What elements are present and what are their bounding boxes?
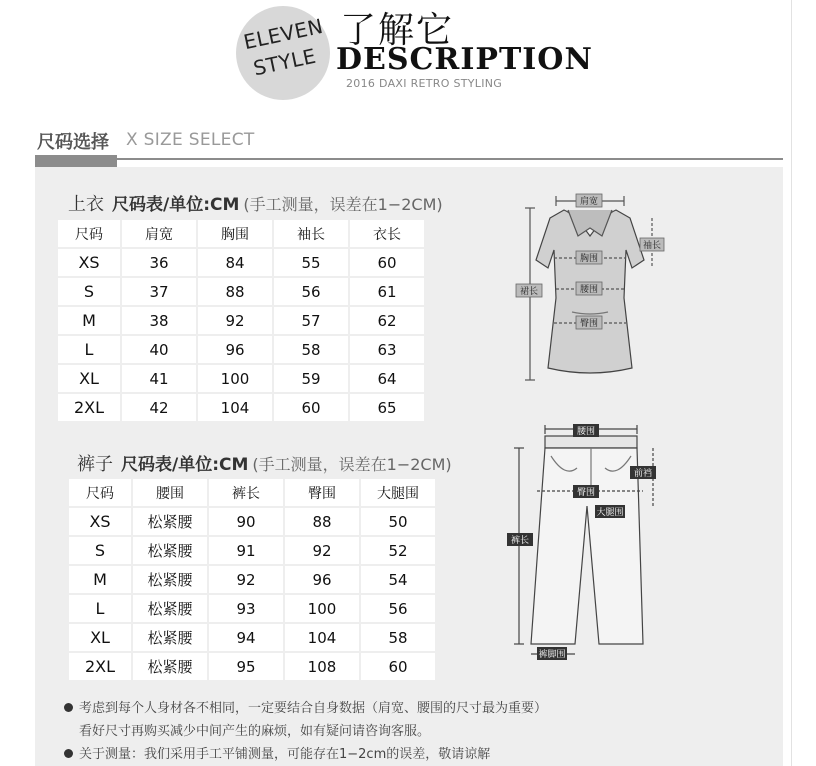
table-cell: 64 bbox=[350, 365, 424, 392]
table-cell: 54 bbox=[361, 566, 435, 593]
table-header-cell: 臀围 bbox=[285, 479, 359, 506]
title-english: DESCRIPTION bbox=[336, 42, 593, 77]
table-row bbox=[58, 307, 424, 334]
table-cell: 63 bbox=[350, 336, 424, 363]
size-cell: M bbox=[69, 566, 131, 593]
table-row bbox=[69, 566, 435, 593]
table-cell: 95 bbox=[209, 653, 283, 680]
table-cell: 59 bbox=[274, 365, 348, 392]
table-cell: 57 bbox=[274, 307, 348, 334]
table-cell: 38 bbox=[122, 307, 196, 334]
table-cell: 91 bbox=[209, 537, 283, 564]
size-cell: 2XL bbox=[69, 653, 131, 680]
table-cell: 42 bbox=[122, 394, 196, 421]
table-cell: 104 bbox=[198, 394, 272, 421]
dress-label-length: 裙长 bbox=[519, 287, 539, 297]
pants-label-hem: 裤脚围 bbox=[538, 650, 566, 660]
table-header-cell: 袖长 bbox=[274, 220, 348, 247]
table-header-cell: 腰围 bbox=[133, 479, 207, 506]
table-cell: 58 bbox=[274, 336, 348, 363]
table-cell: 92 bbox=[285, 537, 359, 564]
table-cell: 55 bbox=[274, 249, 348, 276]
table-cell: 108 bbox=[285, 653, 359, 680]
table-cell: 65 bbox=[350, 394, 424, 421]
table-header-cell: 衣长 bbox=[350, 220, 424, 247]
table-cell: 92 bbox=[198, 307, 272, 334]
table-header-cell: 大腿围 bbox=[361, 479, 435, 506]
table-cell: 52 bbox=[361, 537, 435, 564]
table-header-row bbox=[69, 479, 435, 506]
table-cell: 松紧腰 bbox=[133, 595, 207, 622]
note-line-3: 关于测量：我们采用手工平铺测量，可能存在1−2cm的误差，敬请谅解 bbox=[79, 747, 491, 762]
dress-label-shoulder: 肩宽 bbox=[579, 197, 599, 207]
top-table-category: 上衣 bbox=[68, 194, 104, 215]
table-cell: 36 bbox=[122, 249, 196, 276]
table-cell: 93 bbox=[209, 595, 283, 622]
table-cell: 88 bbox=[198, 278, 272, 305]
note-line-1: 考虑到每个人身材各不相同，一定要结合自身数据（肩宽、腰围的尺寸最为重要） bbox=[79, 701, 548, 716]
table-cell: 松紧腰 bbox=[133, 624, 207, 651]
dress-measurement-diagram bbox=[512, 188, 672, 383]
table-cell: 104 bbox=[285, 624, 359, 651]
bottom-size-table bbox=[67, 477, 437, 682]
top-table-note: (手工测量，误差在1−2CM) bbox=[243, 195, 443, 214]
size-cell: L bbox=[58, 336, 120, 363]
table-cell: 60 bbox=[361, 653, 435, 680]
table-header-row bbox=[58, 220, 424, 247]
dress-label-waist: 腰围 bbox=[579, 285, 599, 295]
pants-label-waist: 腰围 bbox=[576, 427, 596, 437]
table-header-cell: 肩宽 bbox=[122, 220, 196, 247]
table-cell: 37 bbox=[122, 278, 196, 305]
table-row bbox=[58, 278, 424, 305]
table-cell: 41 bbox=[122, 365, 196, 392]
table-cell: 松紧腰 bbox=[133, 508, 207, 535]
table-cell: 56 bbox=[361, 595, 435, 622]
page-edge-divider bbox=[791, 0, 792, 766]
size-cell: XL bbox=[58, 365, 120, 392]
dress-label-sleeve: 袖长 bbox=[642, 241, 662, 251]
table-cell: 92 bbox=[209, 566, 283, 593]
top-table-unit: 尺码表/单位:CM bbox=[112, 195, 240, 215]
table-cell: 50 bbox=[361, 508, 435, 535]
table-header-cell: 胸围 bbox=[198, 220, 272, 247]
pants-measurement-diagram bbox=[503, 422, 663, 662]
table-cell: 松紧腰 bbox=[133, 653, 207, 680]
table-cell: 松紧腰 bbox=[133, 566, 207, 593]
table-cell: 84 bbox=[198, 249, 272, 276]
table-cell: 96 bbox=[198, 336, 272, 363]
table-cell: 60 bbox=[350, 249, 424, 276]
dress-label-chest: 胸围 bbox=[579, 254, 599, 264]
bullet-icon bbox=[64, 749, 73, 758]
pants-label-hip: 臀围 bbox=[576, 488, 596, 498]
bottom-table-note: (手工测量，误差在1−2CM) bbox=[252, 455, 452, 474]
top-size-table bbox=[56, 218, 426, 423]
table-row bbox=[58, 249, 424, 276]
table-cell: 94 bbox=[209, 624, 283, 651]
table-row bbox=[69, 624, 435, 651]
bullet-icon bbox=[64, 703, 73, 712]
table-row bbox=[58, 394, 424, 421]
table-row bbox=[69, 508, 435, 535]
pants-label-thigh: 大腿围 bbox=[596, 508, 624, 518]
top-table-title bbox=[68, 190, 443, 216]
size-cell: XS bbox=[58, 249, 120, 276]
bottom-table-category: 裤子 bbox=[77, 454, 113, 475]
table-cell: 56 bbox=[274, 278, 348, 305]
table-cell: 62 bbox=[350, 307, 424, 334]
size-cell: 2XL bbox=[58, 394, 120, 421]
bottom-table-unit: 尺码表/单位:CM bbox=[121, 455, 249, 475]
pants-label-length: 裤长 bbox=[510, 536, 530, 546]
table-row bbox=[58, 365, 424, 392]
table-row bbox=[69, 595, 435, 622]
table-cell: 88 bbox=[285, 508, 359, 535]
title-subtitle: 2016 DAXI RETRO STYLING bbox=[346, 77, 503, 90]
section-divider bbox=[35, 158, 783, 160]
size-cell: S bbox=[69, 537, 131, 564]
size-cell: XS bbox=[69, 508, 131, 535]
table-row bbox=[58, 336, 424, 363]
bottom-table-title bbox=[77, 450, 452, 476]
dress-label-hip: 臀围 bbox=[579, 319, 599, 329]
table-cell: 40 bbox=[122, 336, 196, 363]
size-notes bbox=[64, 697, 547, 766]
table-cell: 100 bbox=[285, 595, 359, 622]
table-header-cell: 尺码 bbox=[69, 479, 131, 506]
size-cell: XL bbox=[69, 624, 131, 651]
section-title-english: X SIZE SELECT bbox=[126, 130, 255, 150]
table-cell: 松紧腰 bbox=[133, 537, 207, 564]
table-cell: 96 bbox=[285, 566, 359, 593]
size-cell: S bbox=[58, 278, 120, 305]
table-row bbox=[69, 537, 435, 564]
table-row bbox=[69, 653, 435, 680]
section-divider-accent bbox=[35, 155, 117, 167]
table-cell: 90 bbox=[209, 508, 283, 535]
size-cell: M bbox=[58, 307, 120, 334]
logo-line-2: STYLE bbox=[251, 43, 319, 81]
logo-line-1: ELEVEN bbox=[241, 13, 326, 55]
table-header-cell: 裤长 bbox=[209, 479, 283, 506]
table-cell: 61 bbox=[350, 278, 424, 305]
table-cell: 100 bbox=[198, 365, 272, 392]
table-cell: 58 bbox=[361, 624, 435, 651]
title-chinese: 了解它 bbox=[340, 10, 455, 51]
size-cell: L bbox=[69, 595, 131, 622]
table-cell: 60 bbox=[274, 394, 348, 421]
section-title-chinese: 尺码选择 bbox=[37, 132, 109, 153]
pants-label-rise: 前裆 bbox=[633, 469, 653, 479]
note-line-2: 看好尺寸再购买减少中间产生的麻烦，如有疑问请咨询客服。 bbox=[79, 724, 431, 739]
table-header-cell: 尺码 bbox=[58, 220, 120, 247]
